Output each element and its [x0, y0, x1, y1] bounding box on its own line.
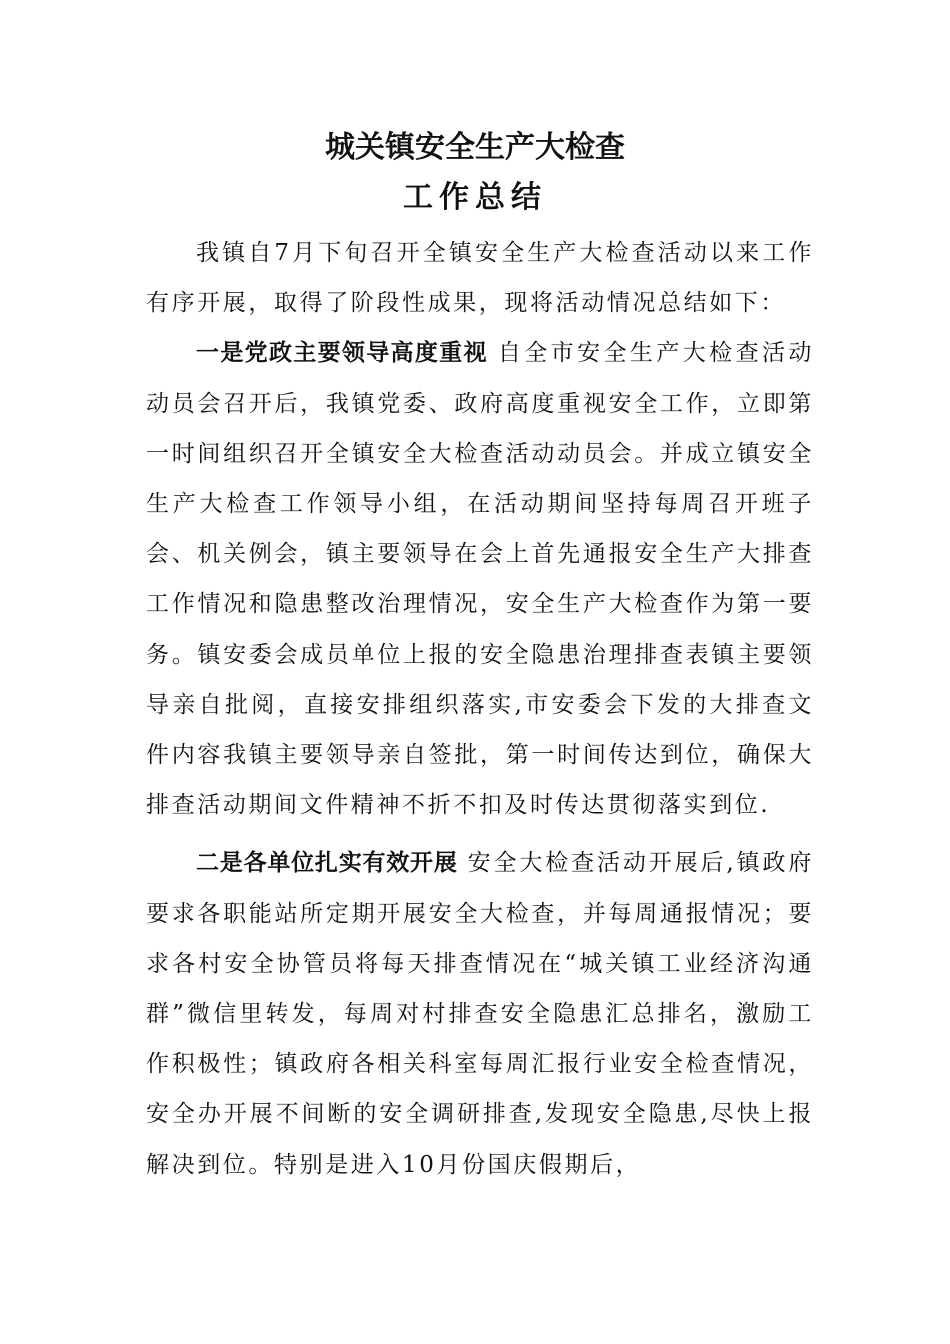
section-heading-1: 一是党政主要领导高度重视 [196, 340, 488, 367]
section-heading-2: 二是各单位扎实有效开展 [196, 850, 458, 877]
document-title: 城关镇安全生产大检查 [325, 130, 625, 165]
section-text-1: 自全市安全生产大检查活动动员会召开后，我镇党委、政府高度重视安全工作，立即第一时间组织召开全镇安全大检查活动动员会。并成立镇安全生产大检查工作领导小组，在活动期间坚持每周召开班子会、机关例会，镇主要领导在会上首先通报安全生产大排查工作情况和隐患整改治理情况，安全生产大检查作为第一要务。镇安委会成员单位上报的安全隐患治理排查表镇主要领导亲自批阅，直接安排组织落实,市安委会下发的大排查文件内容我镇主要领导亲自签批，第一时间传达到位，确保大排查活动期间文件精神不折不扣及时传达贯彻落实到位. [146, 340, 815, 819]
intro-paragraph: 我镇自7月下旬召开全镇安全生产大检查活动以来工作有序开展，取得了阶段性成果，现将活动情况总结如下： [146, 240, 814, 317]
document-subtitle: 工作总结 [403, 180, 547, 215]
section-text-2: 安全大检查活动开展后,镇政府要求各职能站所定期开展安全大检查，并每周通报情况；要求各村安全协管员将每天排查情况在“城关镇工业经济沟通群”微信里转发，每周对村排查安全隐患汇总排名，激励工作积极性；镇政府各相关科室每周汇报行业安全检查情况，安全办开展不间断的安全调研排查,发现安全隐患,尽快上报解决到位。特别是进入10月份国庆假期后， [146, 850, 814, 1178]
section-paragraph-1 [146, 328, 814, 830]
section-paragraph-2 [146, 838, 814, 1189]
document-body [146, 228, 814, 1190]
